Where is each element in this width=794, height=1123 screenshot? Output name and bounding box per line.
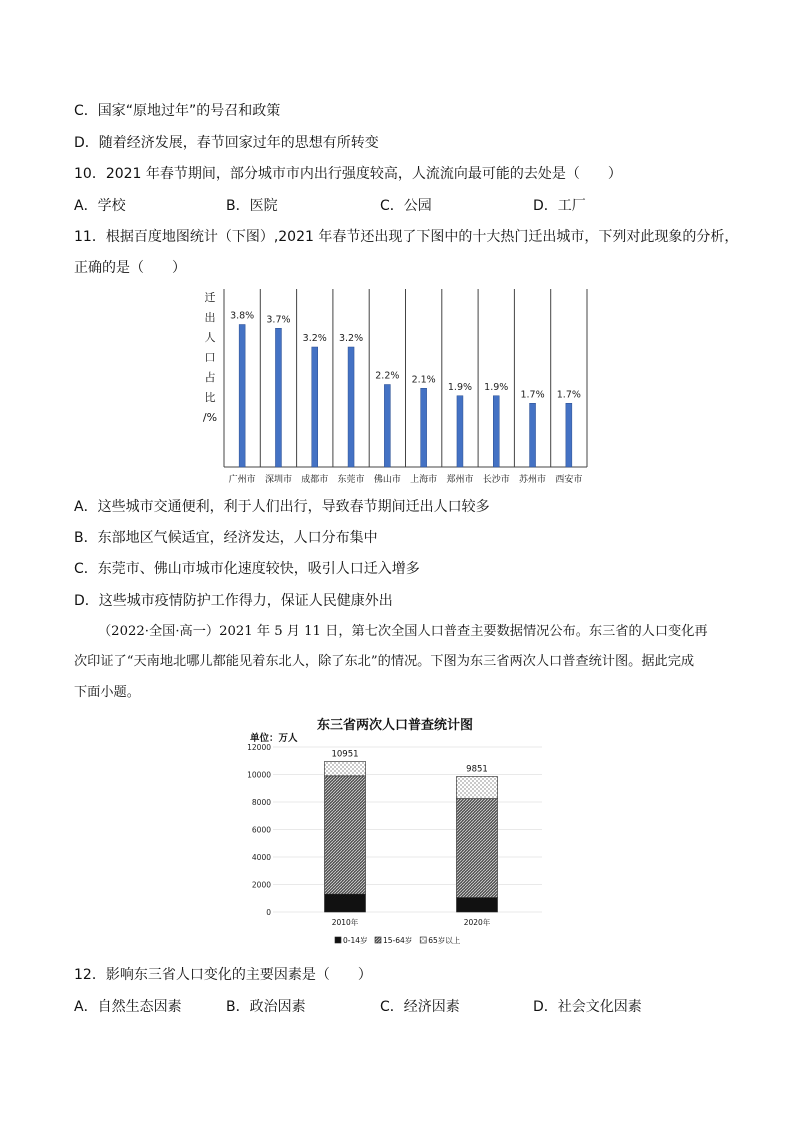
data-label: 3.2% [302, 333, 327, 344]
q12-option-c: C．经济因素 [380, 999, 460, 1015]
q12-option-b: B．政治因素 [226, 999, 306, 1015]
bar [384, 385, 390, 468]
q9-option-d: D．随着经济发展，春节回家过年的思想有所转变 [74, 135, 379, 151]
y-tick-label: 12000 [247, 743, 271, 752]
x-tick-label: 广州市 [228, 475, 256, 485]
stack-segment [325, 761, 366, 775]
x-tick-label: 长沙市 [482, 475, 510, 485]
y-tick-label: 6000 [251, 825, 271, 835]
x-tick-label: 西安市 [555, 475, 583, 485]
stack-segment [457, 777, 498, 799]
data-label: 3.2% [338, 333, 364, 344]
data-label: 2.1% [411, 374, 436, 386]
y-axis-label-char: 比 [204, 391, 216, 404]
bar [312, 347, 318, 467]
population-stacked-chart [240, 712, 550, 958]
x-tick-label: 成都市 [301, 475, 329, 485]
legend-swatch [420, 937, 426, 943]
bar [348, 347, 354, 467]
x-tick-label: 深圳市 [264, 475, 292, 485]
y-axis-label-char: /% [202, 411, 218, 424]
y-tick-label: 8000 [251, 798, 271, 807]
y-tick-label: 2000 [251, 880, 271, 890]
q10-option-d: D．工厂 [533, 198, 586, 214]
bar [421, 388, 427, 467]
x-tick-label: 东莞市 [337, 475, 365, 485]
migration-bar-chart [195, 285, 595, 490]
legend-label: 65岁以上 [428, 936, 461, 945]
data-label: 3.8% [230, 310, 255, 322]
y-tick-label: 4000 [251, 853, 271, 862]
y-axis-label-char: 占 [204, 371, 216, 384]
legend-label: 15-64岁 [383, 936, 413, 945]
y-axis-label-char: 迁 [204, 291, 216, 304]
q9-option-c: C．国家“原地过年”的号召和政策 [74, 103, 281, 119]
data-label: 1.9% [484, 381, 509, 393]
y-tick-label: 10000 [247, 770, 271, 780]
q11-option-c: C．东莞市、佛山市城市化速度较快，吸引人口迁入增多 [74, 561, 420, 577]
q11-option-b: B．东部地区气候适宜，经济发达，人口分布集中 [74, 530, 378, 546]
q10-option-b: B．医院 [226, 198, 278, 214]
chart-title: 东三省两次人口普查统计图 [316, 718, 474, 733]
data-label: 1.7% [520, 389, 545, 401]
stack-segment [325, 894, 366, 912]
legend-swatch [375, 937, 381, 943]
intro-line2: 次印证了“天南地北哪儿都能见着东北人，除了东北”的情况。下图为东三省两次人口普查统计图。据此完成 [74, 654, 695, 669]
stack-segment [457, 898, 498, 912]
data-label: 1.9% [447, 381, 473, 393]
y-tick-label: 0 [266, 908, 271, 917]
bar [239, 325, 245, 468]
y-axis-label-char: 出 [204, 311, 216, 324]
legend-label: 0-14岁 [343, 936, 368, 945]
x-tick-label: 佛山市 [373, 475, 401, 485]
q12-option-d: D．社会文化因素 [533, 999, 642, 1015]
q10-option-c: C．公园 [380, 198, 432, 214]
x-tick-label: 2020年 [463, 918, 491, 927]
q11-option-a: A．这些城市交通便利，利于人们出行，导致春节期间迁出人口较多 [74, 499, 490, 515]
x-tick-label: 郑州市 [446, 475, 474, 485]
stack-segment [457, 799, 498, 898]
bar [457, 396, 463, 467]
x-tick-label: 2010年 [331, 918, 359, 927]
legend-swatch [335, 937, 341, 943]
stack-segment [325, 776, 366, 894]
q11-option-d: D．这些城市疫情防护工作得力，保证人民健康外出 [74, 593, 393, 609]
q11-stem-line1: 11．根据百度地图统计（下图）,2021 年春节还出现了下图中的十大热门迁出城市，下列对此现象的分析， [74, 229, 739, 245]
bar [493, 396, 499, 467]
total-label: 9851 [466, 764, 488, 775]
data-label: 1.7% [556, 389, 581, 401]
data-label: 3.7% [266, 314, 291, 326]
bar [275, 328, 281, 467]
data-label: 2.2% [375, 370, 400, 382]
x-tick-label: 上海市 [410, 475, 438, 485]
q12-option-a: A．自然生态因素 [74, 999, 182, 1015]
bar [530, 403, 536, 467]
q10-option-a: A．学校 [74, 198, 126, 214]
intro-line1: （2022·全国·高一）2021 年 5 月 11 日，第七次全国人口普查主要数据情况公布。东三省的人口变化再 [98, 624, 708, 639]
total-label: 10951 [331, 749, 359, 760]
q11-stem-line2: 正确的是（ ） [74, 260, 186, 276]
q12-stem: 12．影响东三省人口变化的主要因素是（ ） [74, 967, 372, 983]
intro-line3: 下面小题。 [74, 685, 140, 700]
unit-label: 单位：万人 [250, 733, 298, 744]
bar [566, 403, 572, 467]
y-axis-label-char: 人 [204, 331, 216, 344]
y-axis-label-char: 口 [204, 351, 216, 364]
q10-stem: 10．2021 年春节期间，部分城市市内出行强度较高，人流流向最可能的去处是（ ） [74, 166, 622, 182]
x-tick-label: 苏州市 [519, 475, 547, 485]
